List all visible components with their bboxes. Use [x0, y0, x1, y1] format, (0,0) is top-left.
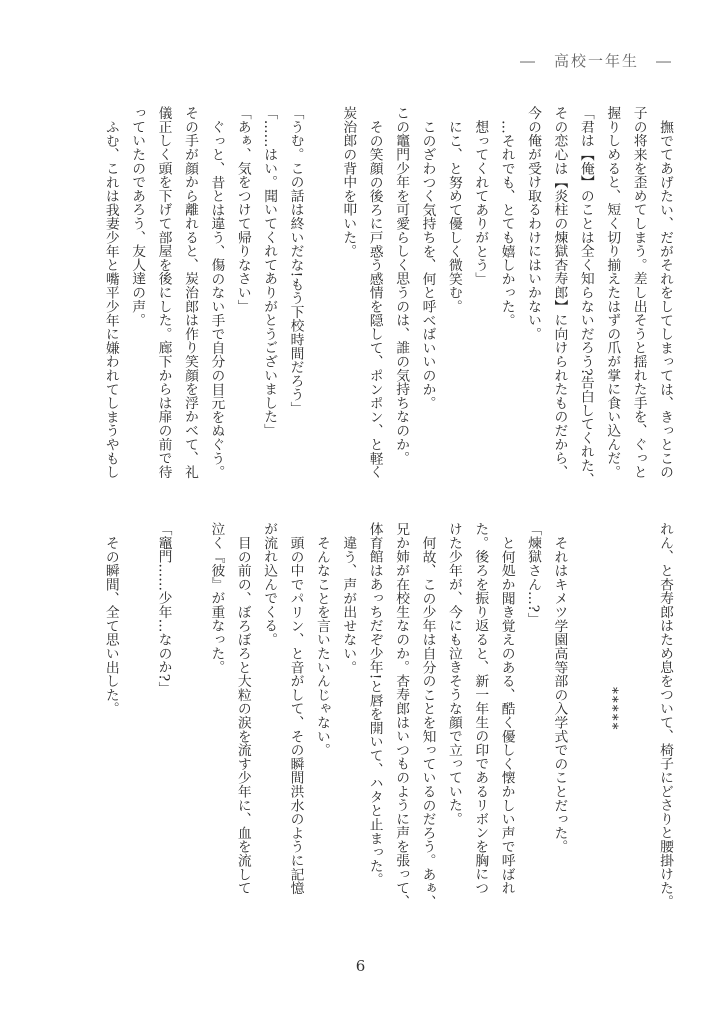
text-column: 今の俺が受け取るわけにはいかない。	[525, 106, 542, 341]
page-number: 6	[355, 957, 366, 975]
text-column: けた少年が、今にも泣きそうな顔で立っていた。	[445, 522, 462, 826]
text-block-bottom	[97, 522, 678, 922]
section-divider: *****	[604, 687, 621, 732]
text-column: そんなことを言いたいんじゃない。	[313, 535, 330, 757]
text-column: 儀正しく頭を下げて部屋を後にした。廊下からは扉の前で待	[155, 106, 172, 479]
text-column: 頭の中でパリン、と音がして、その瞬間洪水のように記憶	[287, 535, 304, 895]
text-column: た。後ろを振り返ると、新一年生の印であるリボンを胸につ	[472, 522, 489, 895]
text-column: 「あぁ、気をつけて帰りなさい」	[234, 106, 251, 313]
blank-column	[177, 522, 203, 922]
blank-column	[572, 522, 598, 922]
text-block-top	[97, 106, 678, 506]
text-column: 兄か姉が在校生なのか。杏寿郎はいつものように声を張って、	[393, 522, 410, 909]
blank-column	[124, 522, 150, 922]
text-column: ふむ、これは我妻少年と嘴平少年に嫌われてしまうやもし	[102, 119, 119, 479]
text-column: 違う、声が出せない。	[340, 535, 357, 674]
text-column: 「……はい。聞いてくれてありがとうございました」	[261, 106, 278, 438]
text-column: 「竈門……少年…なのか?」	[155, 522, 172, 695]
text-column: その恋心は【炎柱の煉獄杏寿郎】に向けられたものだから、	[551, 106, 568, 479]
text-column: 想ってくれてありがとう」	[472, 119, 489, 286]
text-column: っていたのであろう、友人達の声。	[129, 106, 146, 327]
text-column: 「煉獄さん…?」	[525, 522, 542, 626]
text-column: このざわつく気持ちを、何と呼べばいいのか。	[419, 119, 436, 410]
text-column: 握りしめると、短く切り揃えたはずの爪が掌に食い込んだ。	[604, 106, 621, 479]
text-column: ぐっと、昔とは違う、傷のない手で自分の目元をぬぐう。	[208, 119, 225, 479]
text-column: 「君は【俺】のことは全く知らないだろう?告白してくれた、	[577, 106, 594, 486]
text-column: にこ、と努めて優しく微笑む。	[445, 119, 462, 313]
blank-column	[309, 106, 335, 506]
blank-column	[625, 522, 651, 922]
text-column: れん、と杏寿郎はため息をついて、椅子にどさりと腰掛けた。	[657, 522, 673, 909]
text-column: 何故、この少年は自分のことを知っているのだろう。あぁ、	[419, 535, 436, 909]
text-column: 「うむ。この話は終いだな!もう下校時間だろう」	[287, 106, 304, 416]
text-column: 撫でてあげたい、だがそれをしてしまっては、きっとこの	[657, 119, 673, 479]
text-column: …それでも、とても嬉しかった。	[498, 119, 515, 327]
running-header: ― 高校一年生 ―	[519, 52, 673, 70]
text-column: 体育館はあっちだぞ少年!と唇を開いて、ハタと止まった。	[366, 522, 383, 887]
text-column: その手が顔から離れると、炭治郎は作り笑顔を浮かべて、礼	[181, 106, 198, 479]
text-column: その笑顔の後ろに戸惑う感情を隠して、ポンポン、と軽く	[366, 119, 383, 479]
text-column: と何処か聞き覚えのある、酷く優しく懐かしい声で呼ばれ	[498, 535, 515, 895]
text-column: それはキメツ学園高等部の入学式でのことだった。	[551, 535, 568, 854]
text-column: 泣く『彼』が重なった。	[208, 522, 225, 674]
text-column: 炭治郎の背中を叩いた。	[340, 106, 357, 258]
text-column: この竈門少年を可愛らしく思うのは、誰の気持ちなのか。	[393, 106, 410, 465]
text-column: が流れ込んでくる。	[261, 522, 278, 647]
text-column: 子の将来を歪めてしまう。差し出そうと揺れた手を、ぐっと	[630, 106, 647, 479]
text-column: その瞬間、全て思い出した。	[102, 535, 119, 716]
text-column: 目の前の、ぼろぼろと大粒の涙を流す少年に、血を流して	[234, 535, 251, 895]
